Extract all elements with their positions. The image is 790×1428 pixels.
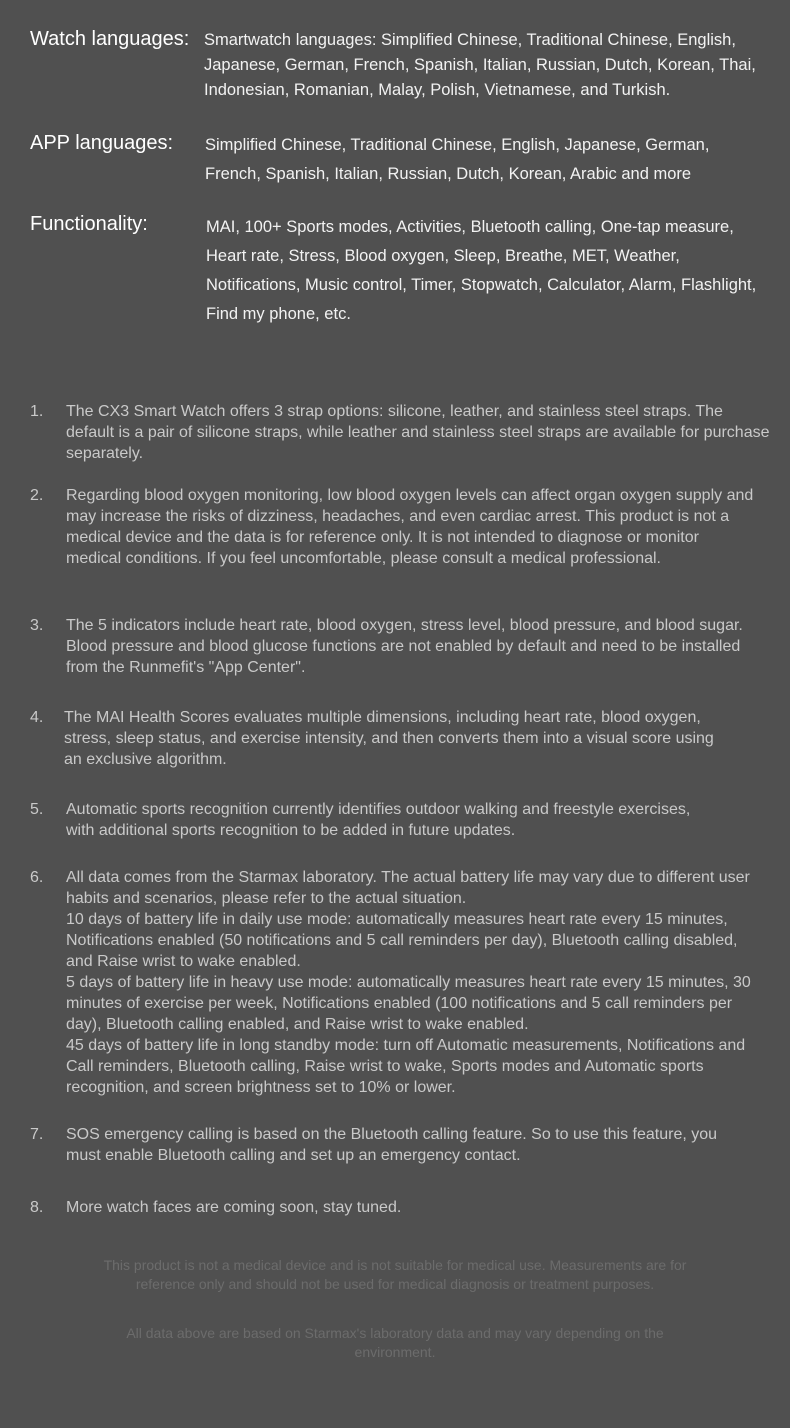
note-text: The CX3 Smart Watch offers 3 strap options: silicone, leather, and stainless steel straps. The default is a pair of silicone straps, while leather and stainless steel straps are available for purchase separately.: [66, 403, 770, 462]
note-number: 5.: [30, 801, 44, 818]
note-number: 3.: [30, 617, 44, 634]
note-number: 1.: [30, 403, 44, 420]
note-text: The 5 indicators include heart rate, blood oxygen, stress level, blood pressure, and blood sugar. Blood pressure and blood glucose functions are not enabled by default and need to be installed from the Runmefit's "App Center".: [66, 617, 743, 676]
spec-label: Watch languages:: [30, 28, 190, 50]
spec-label: Functionality:: [30, 213, 148, 235]
note-text: Regarding blood oxygen monitoring, low blood oxygen levels can affect organ oxygen supply and may increase the risks of dizziness, headaches, and even cardiac arrest. This product is not a medical device and the data is for reference only. It is not intended to diagnose or monitor medical conditions. If you feel uncomfortable, please consult a medical professional.: [66, 487, 754, 567]
note-text: SOS emergency calling is based on the Bluetooth calling feature. So to use this feature, you must enable Bluetooth calling and set up an emergency contact.: [66, 1126, 718, 1164]
note-number: 4.: [30, 709, 44, 726]
spec-label: APP languages:: [30, 132, 174, 154]
note-paragraph: 10 days of battery life in daily use mode: automatically measures heart rate every 15 minutes, Notifications enabled (50 notifications and 5 call reminders per day), Bluetooth calling disabled, and Raise wrist to wake enabled.: [66, 911, 738, 970]
spec-value: Smartwatch languages: Simplified Chinese, Traditional Chinese, English, Japanese, German, French, Spanish, Italian, Russian, Dutch, Korean, Thai, Indonesian, Romanian, Malay, Polish, Vietnamese, and Turkish.: [204, 31, 756, 99]
medical-disclaimer: This product is not a medical device and is not suitable for medical use. Measurements are for reference only and should not be used for medical diagnosis or treatment purposes.: [103, 1257, 687, 1292]
note-text: More watch faces are coming soon, stay tuned.: [66, 1199, 402, 1216]
data-disclaimer: All data above are based on Starmax's laboratory data and may vary depending on the environment.: [126, 1325, 664, 1360]
spec-value: MAI, 100+ Sports modes, Activities, Bluetooth calling, One-tap measure, Heart rate, Stress, Blood oxygen, Sleep, Breathe, MET, Weather, Notifications, Music control, Timer, Stopwatch, Calculator, Alarm, Flashlight, Find my phone, etc.: [206, 218, 757, 323]
note-number: 6.: [30, 869, 44, 886]
note-number: 7.: [30, 1126, 44, 1143]
note-text: Automatic sports recognition currently identifies outdoor walking and freestyle exercises, with additional sports recognition to be added in future updates.: [66, 801, 691, 839]
note-paragraph: All data comes from the Starmax laboratory. The actual battery life may vary due to different user habits and scenarios, please refer to the actual situation.: [66, 869, 750, 907]
note-number: 2.: [30, 487, 44, 504]
note-number: 8.: [30, 1199, 44, 1216]
note-paragraph: 45 days of battery life in long standby mode: turn off Automatic measurements, Notifications and Call reminders, Bluetooth calling, Raise wrist to wake, Sports modes and Automatic sports recognition, and screen brightness set to 10% or lower.: [66, 1037, 746, 1096]
note-paragraph: 5 days of battery life in heavy use mode: automatically measures heart rate every 15 minutes, 30 minutes of exercise per week, Notifications enabled (100 notifications and 5 call reminders per day), Bluetooth calling enabled, and Raise wrist to wake enabled.: [66, 974, 751, 1033]
note-text: [66, 867, 766, 1098]
spec-value: Simplified Chinese, Traditional Chinese, English, Japanese, German, French, Spanish, Italian, Russian, Dutch, Korean, Arabic and more: [205, 136, 710, 183]
note-text: The MAI Health Scores evaluates multiple dimensions, including heart rate, blood oxygen, stress, sleep status, and exercise intensity, and then converts them into a visual score using an exclusive algorithm.: [64, 709, 714, 768]
